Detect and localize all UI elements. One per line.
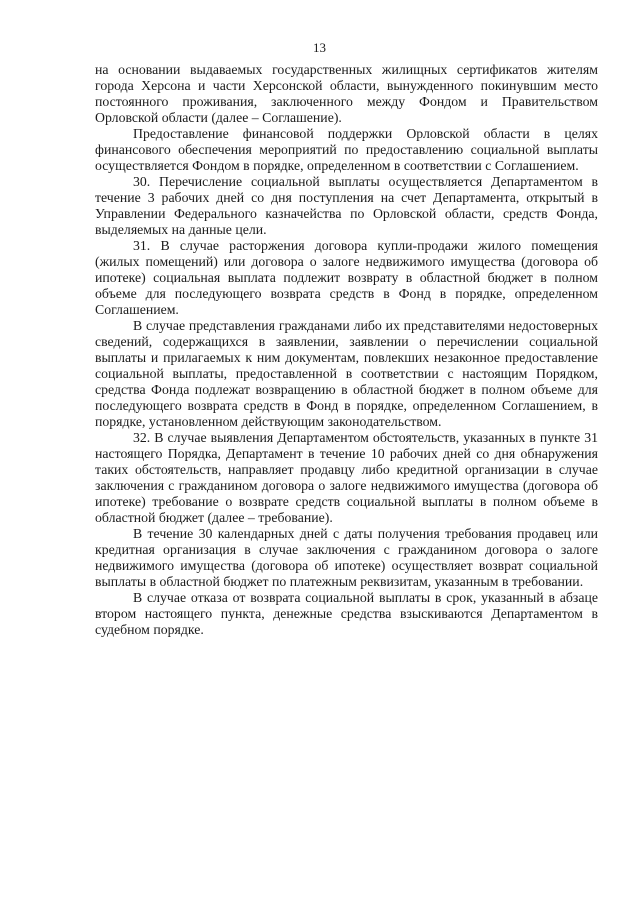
paragraph-item-31-false-info: В случае представления гражданами либо их представителями недостоверных сведений, содержащихся в заявлении, заявлении о перечислении социальной выплаты и прилагаемых к ним документам, повлекших незаконное предоставление социальной выплаты, предоставленной в соответствии с настоящим Порядком, средства Фонда подлежат возвращению в областной бюджет в полном объеме для последующего возврата средств в Фонд в порядке, определенном Соглашением, в порядке, установленном действующим законодательством.	[95, 318, 598, 429]
paragraph-item-31: 31. В случае расторжения договора купли-продажи жилого помещения (жилых помещений) или договора о залоге недвижимого имущества (договора об ипотеке) социальная выплата подлежит возврату в областной бюджет в полном объеме для последующего возврата средств в Фонд в порядке, определенном Соглашением.	[95, 238, 598, 317]
paragraph-item-32-return-term: В течение 30 календарных дней с даты получения требования продавец или кредитная организация в случае заключения с гражданином договора о залоге недвижимого имущества (договора об ипотеке) осуществляет возврат социальной выплаты в областной бюджет по платежным реквизитам, указанным в требовании.	[95, 526, 598, 589]
paragraph-item-30: 30. Перечисление социальной выплаты осуществляется Департаментом в течение 3 рабочих дней со дня поступления на счет Департамента, открытый в Управлении Федерального казначейства по Орловской области, средств Фонда, выделяемых на данные цели.	[95, 174, 598, 237]
page-number: 13	[313, 40, 326, 55]
paragraph-item-32: 32. В случае выявления Департаментом обстоятельств, указанных в пункте 31 настоящего Порядка, Департамент в течение 10 рабочих дней со дня обнаружения таких обстоятельств, направляет продавцу либо кредитной организации в случае заключения с гражданином договора о залоге недвижимого имущества (договора об ипотеке) требование о возврате средств социальной выплаты в полном объеме в областной бюджет (далее – требование).	[95, 430, 598, 525]
paragraph-item-32-court: В случае отказа от возврата социальной выплаты в срок, указанный в абзаце втором настоящего пункта, денежные средства взыскиваются Департаментом в судебном порядке.	[95, 590, 598, 637]
document-body	[95, 62, 598, 638]
paragraph-financial-support: Предоставление финансовой поддержки Орловской области в целях финансового обеспечения мероприятий по предоставлению социальной выплаты осуществляется Фондом в порядке, определенном в соответствии с Соглашением.	[95, 126, 598, 173]
paragraph-continuation: на основании выдаваемых государственных жилищных сертификатов жителям города Херсона и части Херсонской области, вынужденного покинувшим место постоянного проживания, заключенного между Фондом и Правительством Орловской области (далее – Соглашение).	[95, 62, 598, 125]
